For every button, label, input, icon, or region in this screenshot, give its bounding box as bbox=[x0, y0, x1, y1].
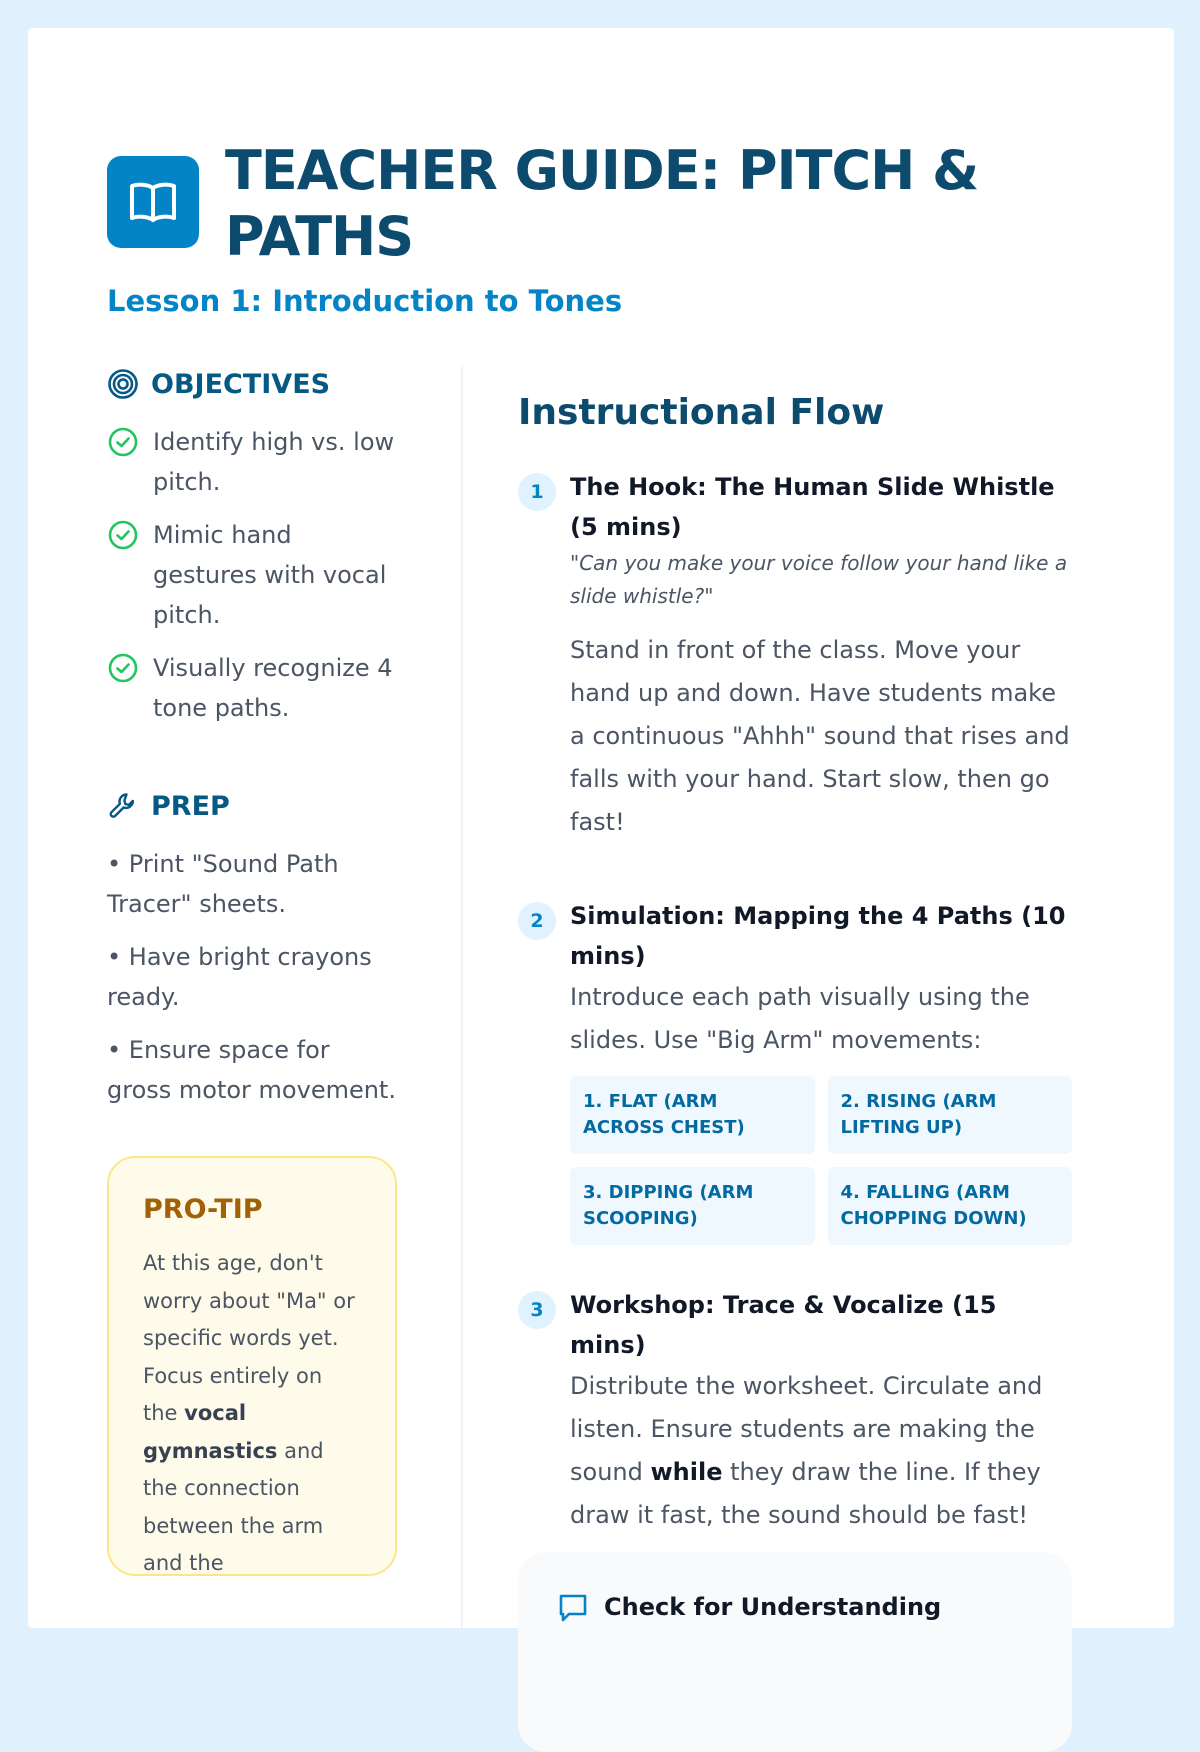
instructional-flow-title: Instructional Flow bbox=[518, 392, 885, 433]
tone-path-card: 4. FALLING (ARM CHOPPING DOWN) bbox=[828, 1167, 1073, 1245]
list-item: • Print "Sound Path Tracer" sheets. bbox=[107, 850, 339, 918]
tone-paths-grid bbox=[570, 1076, 1072, 1245]
step-1 bbox=[518, 467, 1072, 844]
target-icon bbox=[107, 368, 139, 400]
step-title: Simulation: Mapping the 4 Paths (10 mins) bbox=[570, 902, 1066, 970]
check-circle-icon bbox=[107, 426, 139, 458]
step-2 bbox=[518, 896, 1072, 1245]
check-circle-icon bbox=[107, 652, 139, 684]
pro-tip-title: PRO-TIP bbox=[143, 1194, 263, 1225]
step-body: Introduce each path visually using the slides. Use "Big Arm" movements: bbox=[570, 983, 1030, 1054]
step-number-badge: 1 bbox=[518, 473, 556, 511]
logo bbox=[107, 156, 199, 248]
book-icon bbox=[128, 180, 178, 224]
prep-list bbox=[107, 844, 397, 1110]
lesson-subtitle: Lesson 1: Introduction to Tones bbox=[107, 284, 623, 318]
page-title: TEACHER GUIDE: PITCH & PATHS bbox=[225, 139, 979, 268]
list-item bbox=[107, 515, 397, 635]
wrench-icon bbox=[107, 790, 139, 822]
objective-text: Mimic hand gestures with vocal pitch. bbox=[153, 521, 387, 629]
step-body: Distribute the worksheet. Circulate and listen. Ensure students are making the sound while they draw the line. If they draw it fast, the sound should be fast! bbox=[570, 1372, 1043, 1529]
step-number-badge: 2 bbox=[518, 902, 556, 940]
check-heading bbox=[556, 1590, 1034, 1624]
objective-text: Visually recognize 4 tone paths. bbox=[153, 654, 393, 722]
pro-tip-text: At this age, don't worry about "Ma" or specific words yet. Focus entirely on the vocal gymnastics and the connection between the arm and the bbox=[143, 1251, 355, 1575]
tone-path-card: 1. FLAT (ARM ACROSS CHEST) bbox=[570, 1076, 815, 1154]
tone-path-card: 3. DIPPING (ARM SCOOPING) bbox=[570, 1167, 815, 1245]
objectives-heading bbox=[107, 368, 397, 400]
prep-heading-text: PREP bbox=[151, 790, 230, 822]
column-divider bbox=[461, 366, 463, 1628]
objectives-list bbox=[107, 422, 397, 728]
chat-bubble-icon bbox=[556, 1590, 590, 1624]
step-title: Workshop: Trace & Vocalize (15 mins) bbox=[570, 1291, 997, 1359]
objectives-heading-text: OBJECTIVES bbox=[151, 368, 331, 400]
list-item: • Have bright crayons ready. bbox=[107, 943, 372, 1011]
check-circle-icon bbox=[107, 519, 139, 551]
check-for-understanding-box bbox=[518, 1552, 1072, 1752]
list-item bbox=[107, 422, 397, 502]
step-3 bbox=[518, 1285, 1072, 1537]
step-title: The Hook: The Human Slide Whistle (5 mins) bbox=[570, 473, 1055, 541]
pro-tip-box bbox=[107, 1156, 397, 1576]
sidebar bbox=[107, 368, 397, 1576]
step-body: Stand in front of the class. Move your hand up and down. Have students make a continuous "Ahhh" sound that rises and falls with your hand. Start slow, then go fast! bbox=[570, 636, 1070, 836]
page-card bbox=[28, 28, 1174, 1628]
step-quote: "Can you make your voice follow your hand like a slide whistle?" bbox=[570, 551, 1068, 608]
prep-heading bbox=[107, 790, 397, 822]
list-item: • Ensure space for gross motor movement. bbox=[107, 1036, 396, 1104]
objective-text: Identify high vs. low pitch. bbox=[153, 428, 395, 496]
step-number-badge: 3 bbox=[518, 1291, 556, 1329]
main-content bbox=[518, 392, 1072, 1621]
tone-path-card: 2. RISING (ARM LIFTING UP) bbox=[828, 1076, 1073, 1154]
check-heading-text: Check for Understanding bbox=[604, 1593, 942, 1621]
list-item bbox=[107, 648, 397, 728]
